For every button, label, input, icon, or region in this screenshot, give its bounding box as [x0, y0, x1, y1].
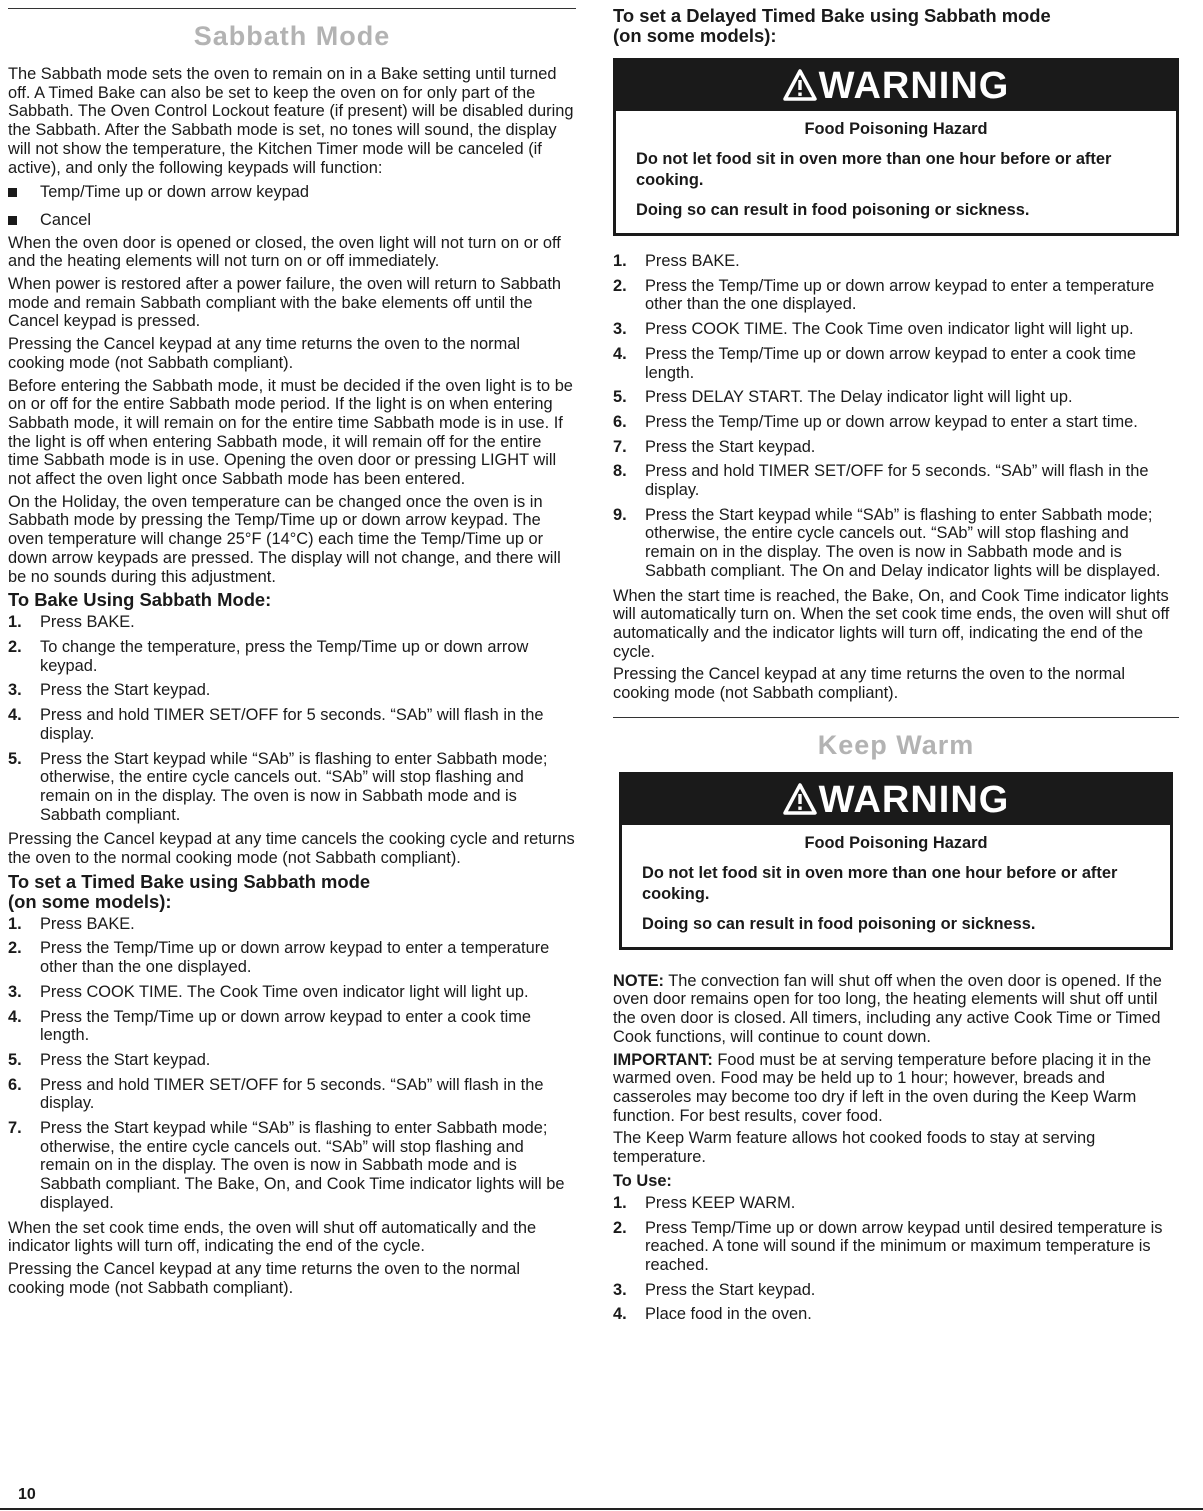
step-item: 4. Press and hold TIMER SET/OFF for 5 seconds. “SAb” will flash in the display. [8, 706, 544, 743]
step-item: 3. Press the Start keypad. [8, 681, 211, 700]
step-item: 5. Press the Start keypad. [8, 1050, 211, 1069]
page-number: 10 [18, 1486, 36, 1503]
step-item: 6. Press and hold TIMER SET/OFF for 5 seconds. “SAb” will flash in the display. [8, 1075, 544, 1113]
bullet-item: Cancel [8, 211, 576, 230]
warning-triangle-icon [783, 69, 817, 101]
bake-steps-list [8, 613, 576, 824]
bullet-item: Temp/Time up or down arrow keypad [8, 183, 576, 202]
step-item: 1. Press BAKE. [613, 252, 740, 270]
step-item: 2. Press the Temp/Time up or down arrow keypad to enter a temperature other than the one displayed. [613, 276, 1155, 314]
step-item: 8. Press and hold TIMER SET/OFF for 5 seconds. “SAb” will flash in the display. [613, 462, 1149, 500]
paragraph: When the oven door is opened or closed, the oven light will not turn on or off and the heating elements will not turn on or off immediately. [8, 233, 561, 271]
warning-line: Doing so can result in food poisoning or sickness. [642, 914, 1036, 933]
step-item: 6. Press the Temp/Time up or down arrow keypad to enter a start time. [613, 412, 1138, 431]
paragraph: Before entering the Sabbath mode, it must be decided if the oven light is to be on or off for the entire Sabbath mode period. If the light is on when entering Sabbath mode, it will remain on for the entire time Sabbath mode is in use. If the light is off when entering Sabbath mode, it will remain off for the entire time Sabbath mode is in use. Opening the oven door or pressing LIGHT will not affect the oven light once Sabbath mode has been entered. [8, 376, 573, 489]
step-item: 5. Press DELAY START. The Delay indicator light will light up. [613, 388, 1073, 407]
important-paragraph: IMPORTANT: Food must be at serving temperature before placing it in the warmed oven. Food may be held up to 1 hour; however, breads and casseroles may become too dry if left in the oven during the Keep Warm function. For best results, cover food. [613, 1050, 1152, 1125]
keypad-bullet-list [8, 183, 576, 229]
step-item: 9. Press the Start keypad while “SAb” is flashing to enter Sabbath mode; otherwise, the entire cycle cancels out. “SAb” will stop flashing and remain on in the display. The oven is now in Sabbath mode and is Sabbath compliant. The On and Delay indicator lights will be displayed. [613, 505, 1161, 580]
heading-bake-sabbath: To Bake Using Sabbath Mode: [8, 589, 272, 611]
paragraph: Pressing the Cancel keypad at any time returns the oven to the normal cooking mode (not Sabbath compliant). [8, 1259, 521, 1297]
step-item: 4. Press the Temp/Time up or down arrow keypad to enter a cook time length. [613, 344, 1137, 382]
paragraph: Pressing the Cancel keypad at any time returns the oven to the normal cooking mode (not Sabbath compliant). [613, 665, 1126, 703]
warning-line: Do not let food sit in oven more than one hour before or after cooking. [636, 150, 1112, 189]
paragraph: Pressing the Cancel keypad at any time returns the oven to the normal cooking mode (not Sabbath compliant). [8, 335, 521, 372]
step-item: 2. Press Temp/Time up or down arrow keypad until desired temperature is reached. A tone will sound if the minimum or maximum temperature is reached. [613, 1218, 1163, 1274]
step-item: 1. Press BAKE. [8, 613, 135, 632]
warning-line: Do not let food sit in oven more than one hour before or after cooking. [642, 863, 1118, 903]
step-item: 3. Press COOK TIME. The Cook Time oven indicator light will light up. [613, 320, 1134, 339]
step-item: 3. Press the Start keypad. [613, 1280, 816, 1299]
keep-warm-steps-list [613, 1194, 1179, 1324]
step-item: 4. Press the Temp/Time up or down arrow keypad to enter a cook time length. [8, 1007, 532, 1045]
heading-to-use: To Use: [613, 1171, 672, 1190]
warning-box [619, 772, 1173, 950]
warning-header: WARNING [616, 61, 1176, 111]
step-item: 4. Place food in the oven. [613, 1305, 812, 1324]
paragraph: Pressing the Cancel keypad at any time cancels the cooking cycle and returns the oven to the normal cooking mode (not Sabbath compliant). [8, 830, 575, 868]
step-item: 7. Press the Start keypad while “SAb” is flashing to enter Sabbath mode; otherwise, the entire cycle cancels out. “SAb” will stop flashing and remain on in the display. The oven is now in Sabbath mode and is Sabbath compliant. The Bake, On, and Cook Time indicator lights will be displayed. [8, 1119, 565, 1212]
bullet-square-icon [8, 188, 17, 197]
section-divider [613, 717, 1179, 718]
section-title-sabbath: Sabbath Mode [193, 21, 391, 51]
step-item: 5. Press the Start keypad while “SAb” is flashing to enter Sabbath mode; otherwise, the entire cycle cancels out. “SAb” will stop flashing and remain on in the display. The oven is now in Sabbath mode and is Sabbath compliant. [8, 749, 548, 824]
warning-box [613, 58, 1179, 236]
right-column [613, 0, 1179, 1330]
warning-triangle-icon [783, 783, 817, 815]
step-item: 1. Press KEEP WARM. [613, 1193, 796, 1212]
warning-header: WARNING [622, 775, 1170, 825]
bullet-square-icon [8, 216, 17, 225]
step-item: 7. Press the Start keypad. [613, 437, 816, 456]
warning-body [616, 111, 1176, 233]
intro-paragraph: The Sabbath mode sets the oven to remain on in a Bake setting until turned off. A Timed Bake can also be set to keep the oven on for only part of the Sabbath. The Oven Control Lockout feature (if present) will be disabled during the Sabbath. After the Sabbath mode is set, no tones will sound, the display will not show the temperature, the Kitchen Timer mode will be canceled (if active), and only the following keypads will function: [8, 65, 574, 177]
heading-timed-bake: To set a Timed Bake using Sabbath mode (on some models): [8, 870, 371, 912]
paragraph: When the start time is reached, the Bake, On, and Cook Time indicator lights will automatically turn on. When the set cook time ends, the oven will shut off automatically and the indicator lights will turn off, indicating the end of the cycle. [613, 586, 1170, 661]
step-item: 2. To change the temperature, press the Temp/Time up or down arrow keypad. [8, 637, 529, 675]
section-title-keep-warm: Keep Warm [817, 729, 975, 760]
warning-line: Doing so can result in food poisoning or sickness. [636, 201, 1030, 219]
paragraph: When the set cook time ends, the oven will shut off automatically and the indicator lights will turn off, indicating the end of the cycle. [8, 1218, 537, 1256]
footer-rule [0, 1508, 1203, 1510]
warning-body [622, 825, 1170, 947]
paragraph: On the Holiday, the oven temperature can be changed once the oven is in Sabbath mode by pressing the Temp/Time up or down arrow keypad. The oven temperature will change 25°F (14°C) each time the Temp/Time up or down arrow keypads are pressed. The display will not change, and there will be no sounds during this adjustment. [8, 492, 561, 586]
step-item: 2. Press the Temp/Time up or down arrow keypad to enter a temperature other than the one displayed. [8, 939, 550, 977]
step-item: 3. Press COOK TIME. The Cook Time oven indicator light will light up. [8, 982, 529, 1001]
heading-delayed-timed-bake: To set a Delayed Timed Bake using Sabbath mode (on some models): [613, 5, 1051, 46]
delayed-bake-steps-list [613, 252, 1179, 581]
paragraph: When power is restored after a power failure, the oven will return to Sabbath mode and remain Sabbath compliant with the bake elements off until the Cancel keypad is pressed. [8, 275, 562, 331]
warning-hazard-title: Food Poisoning Hazard [804, 120, 988, 138]
section-divider [8, 8, 576, 9]
left-column [8, 0, 576, 1301]
warning-hazard-title: Food Poisoning Hazard [804, 833, 988, 852]
timed-bake-steps-list [8, 915, 576, 1213]
paragraph: The Keep Warm feature allows hot cooked foods to stay at serving temperature. [613, 1129, 1096, 1167]
step-item: 1. Press BAKE. [8, 914, 135, 933]
note-paragraph: NOTE: The convection fan will shut off when the oven door is opened. If the oven door remains open for too long, the heating elements will shut off until the oven door is closed. All timers, including any active Cook Time or Timed Cook functions, will continue to count down. [613, 971, 1162, 1046]
